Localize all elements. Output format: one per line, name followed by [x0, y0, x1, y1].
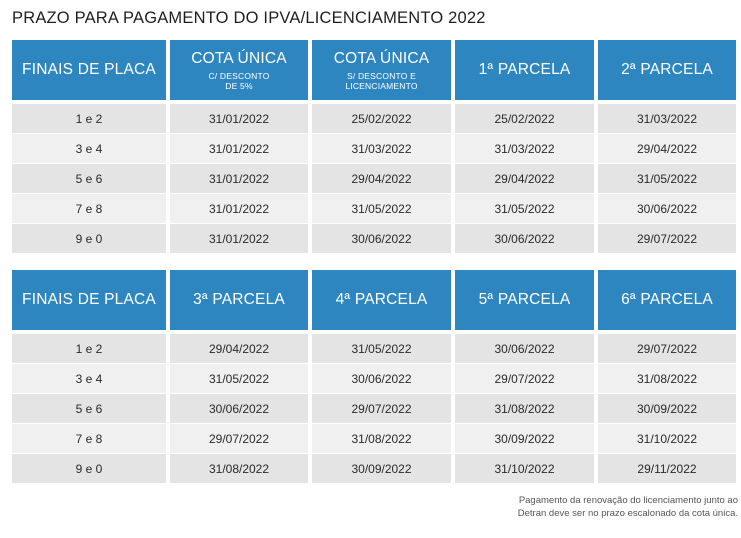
- table-cell: 9 e 0: [12, 224, 166, 253]
- table-cell: 29/07/2022: [455, 364, 594, 393]
- table-cell: 31/01/2022: [170, 164, 308, 193]
- table-header-row: [12, 270, 739, 330]
- header-label: COTA ÚNICA: [191, 49, 287, 67]
- table-cell: 25/02/2022: [455, 104, 594, 133]
- table-row: [12, 394, 739, 424]
- header-label: 4ª PARCELA: [335, 291, 428, 308]
- table-row: [12, 194, 739, 224]
- header-sublabel: [345, 71, 417, 91]
- table-cell: 31/10/2022: [598, 424, 736, 453]
- table-cell: 31/08/2022: [455, 394, 594, 423]
- table-row: [12, 364, 739, 394]
- header-sublabel-line: LICENCIAMENTO: [345, 80, 418, 91]
- table-cell: 30/06/2022: [455, 224, 594, 253]
- table-cell: 30/09/2022: [312, 454, 451, 483]
- table-cell: 31/05/2022: [455, 194, 594, 223]
- table-row: [12, 334, 739, 364]
- table-cell: 29/07/2022: [312, 394, 451, 423]
- header-sublabel: [208, 71, 269, 91]
- payment-table-2: [12, 270, 739, 484]
- table-cell: 29/04/2022: [455, 164, 594, 193]
- table-cell: 31/01/2022: [170, 194, 308, 223]
- table-cell: 29/07/2022: [170, 424, 308, 453]
- table-cell: 31/01/2022: [170, 134, 308, 163]
- page-title: PRAZO PARA PAGAMENTO DO IPVA/LICENCIAMENTO 2022: [12, 9, 486, 27]
- table-cell: 30/06/2022: [455, 334, 594, 363]
- table-cell: 31/10/2022: [455, 454, 594, 483]
- table-row: [12, 454, 739, 484]
- footnote: [518, 494, 738, 520]
- table-cell: 30/06/2022: [312, 224, 451, 253]
- table-row: [12, 104, 739, 134]
- table-cell: 29/04/2022: [170, 334, 308, 363]
- table-cell: 30/09/2022: [598, 394, 736, 423]
- table-cell: 29/04/2022: [598, 134, 736, 163]
- table-row: [12, 164, 739, 194]
- footnote-line: Pagamento da renovação do licenciamento junto ao: [518, 495, 738, 506]
- table-cell: 29/07/2022: [598, 334, 736, 363]
- header-label: 5ª PARCELA: [478, 291, 571, 308]
- header-installment-3: [170, 270, 308, 330]
- table-cell: 31/05/2022: [312, 194, 451, 223]
- table-cell: 31/05/2022: [170, 364, 308, 393]
- table-cell: 5 e 6: [12, 394, 166, 423]
- table-cell: 31/05/2022: [312, 334, 451, 363]
- header-label: FINAIS DE PLACA: [22, 61, 156, 78]
- header-label: COTA ÚNICA: [333, 49, 430, 67]
- table-cell: 1 e 2: [12, 104, 166, 133]
- table-cell: 31/03/2022: [312, 134, 451, 163]
- table-row: [12, 224, 739, 254]
- header-label: 2ª PARCELA: [621, 61, 713, 78]
- table-cell: 3 e 4: [12, 134, 166, 163]
- header-plate-endings: [12, 40, 166, 100]
- table-cell: 9 e 0: [12, 454, 166, 483]
- header-single-quota-discount: [170, 40, 308, 100]
- header-installment-6: [598, 270, 736, 330]
- table-cell: 31/08/2022: [312, 424, 451, 453]
- table-header-row: [12, 40, 739, 100]
- table-cell: 31/01/2022: [170, 104, 308, 133]
- table-cell: 3 e 4: [12, 364, 166, 393]
- table-cell: 31/05/2022: [598, 164, 736, 193]
- footnote-line: Detran deve ser no prazo escalonado da cota única.: [517, 508, 738, 519]
- table-cell: 7 e 8: [12, 194, 166, 223]
- table-cell: 31/03/2022: [598, 104, 736, 133]
- payment-table-1: [12, 40, 739, 254]
- table-cell: 30/06/2022: [598, 194, 736, 223]
- table-body: [12, 334, 739, 484]
- header-installment-2: [598, 40, 736, 100]
- header-sublabel-line: S/ DESCONTO E: [346, 70, 417, 81]
- header-single-quota-no-discount: [312, 40, 451, 100]
- table-cell: 29/04/2022: [312, 164, 451, 193]
- table-cell: 29/11/2022: [598, 454, 736, 483]
- table-cell: 5 e 6: [12, 164, 166, 193]
- header-installment-1: [455, 40, 594, 100]
- table-cell: 31/08/2022: [598, 364, 736, 393]
- table-cell: 25/02/2022: [312, 104, 451, 133]
- table-cell: 7 e 8: [12, 424, 166, 453]
- header-sublabel-line: C/ DESCONTO: [208, 70, 270, 81]
- table-cell: 31/03/2022: [455, 134, 594, 163]
- header-label: 3ª PARCELA: [193, 291, 285, 308]
- header-sublabel-line: DE 5%: [225, 80, 253, 91]
- table-cell: 1 e 2: [12, 334, 166, 363]
- table-body: [12, 104, 739, 254]
- table-cell: 30/06/2022: [312, 364, 451, 393]
- table-cell: 30/09/2022: [455, 424, 594, 453]
- table-row: [12, 134, 739, 164]
- header-label: 6ª PARCELA: [621, 291, 713, 308]
- header-plate-endings: [12, 270, 166, 330]
- header-label: FINAIS DE PLACA: [22, 291, 156, 308]
- table-cell: 30/06/2022: [170, 394, 308, 423]
- table-cell: 31/08/2022: [170, 454, 308, 483]
- table-row: [12, 424, 739, 454]
- table-cell: 31/01/2022: [170, 224, 308, 253]
- header-installment-5: [455, 270, 594, 330]
- header-installment-4: [312, 270, 451, 330]
- table-cell: 29/07/2022: [598, 224, 736, 253]
- header-label: 1ª PARCELA: [478, 61, 571, 78]
